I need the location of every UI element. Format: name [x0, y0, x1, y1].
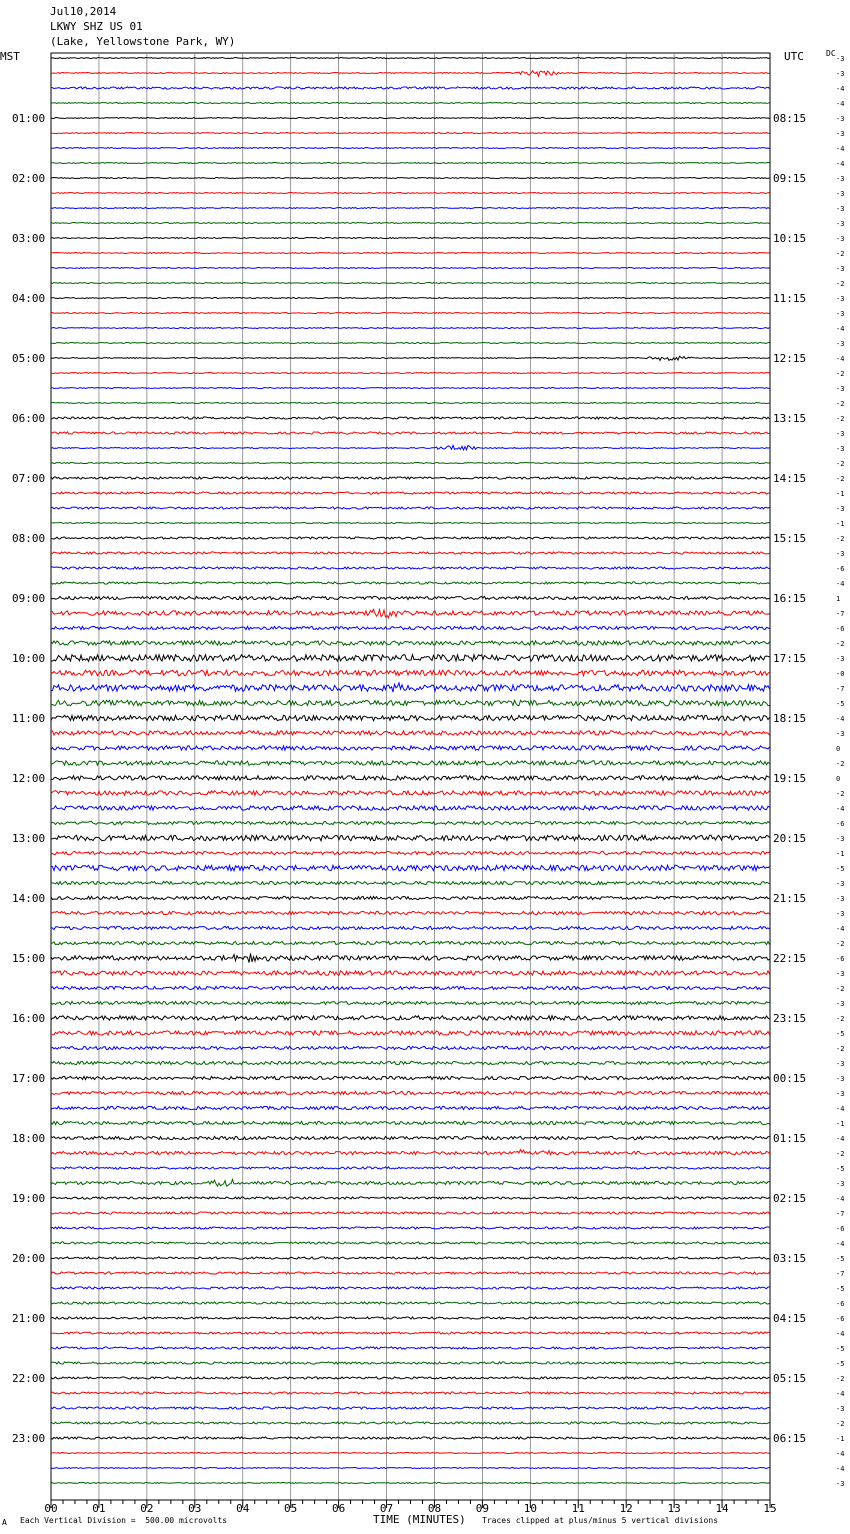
left-hour-label: 19:00: [12, 1192, 46, 1205]
right-hour-label: 05:15: [773, 1372, 807, 1385]
right-hour-label: 16:15: [773, 592, 807, 605]
footer-marker: A: [2, 1518, 7, 1527]
x-tick-label: 05: [284, 1502, 298, 1515]
dc-offset-label: -4: [836, 1390, 845, 1398]
dc-offset-label: -3: [836, 340, 845, 348]
seismic-trace: [51, 835, 770, 840]
right-hour-label: 20:15: [773, 832, 807, 845]
dc-offset-label: -3: [836, 550, 845, 558]
seismic-trace: [51, 567, 770, 569]
seismic-trace: [51, 1061, 770, 1064]
right-hour-label: 21:15: [773, 892, 807, 905]
left-hour-label: 07:00: [12, 472, 46, 485]
dc-offset-label: -4: [836, 160, 845, 168]
dc-offset-label: -3: [836, 970, 845, 978]
seismic-trace: [51, 356, 770, 360]
seismic-trace: [51, 1332, 770, 1334]
seismic-trace: [51, 1121, 770, 1124]
seismic-trace: [51, 655, 770, 662]
seismic-trace: [51, 1468, 770, 1469]
dc-offset-label: -6: [836, 1225, 845, 1233]
seismic-trace: [51, 641, 770, 645]
right-hour-label: 11:15: [773, 292, 807, 305]
seismic-trace: [51, 507, 770, 509]
left-hour-label: 05:00: [12, 352, 46, 365]
seismic-trace: [51, 851, 770, 854]
seismic-trace: [51, 268, 770, 269]
seismic-trace: [51, 103, 770, 104]
dc-offset-label: -2: [836, 1150, 845, 1158]
seismic-trace: [51, 1407, 770, 1409]
seismic-trace: [51, 313, 770, 314]
right-hour-label: 00:15: [773, 1072, 807, 1085]
seismic-trace: [51, 776, 770, 780]
right-hour-label: 23:15: [773, 1012, 807, 1025]
x-tick-label: 01: [92, 1502, 106, 1515]
dc-offset-label: -2: [836, 985, 845, 993]
seismic-trace: [51, 1076, 770, 1079]
right-hour-label: 10:15: [773, 232, 807, 245]
dc-offset-label: -0: [836, 670, 845, 678]
x-tick-label: 09: [475, 1502, 490, 1515]
dc-offset-label: -2: [836, 475, 845, 483]
dc-offset-label: -3: [836, 1060, 845, 1068]
dc-offset-label: -2: [836, 370, 845, 378]
dc-offset-label: -3: [836, 235, 845, 243]
seismic-trace: [51, 1167, 770, 1169]
dc-offset-label: -6: [836, 955, 845, 963]
right-hour-label: 01:15: [773, 1132, 807, 1145]
dc-offset-label: -4: [836, 325, 845, 333]
seismic-trace: [51, 445, 770, 450]
left-hour-label: 18:00: [12, 1132, 46, 1145]
dc-offset-label: -4: [836, 85, 845, 93]
dc-offset-label: -1: [836, 520, 845, 528]
left-hour-label: 22:00: [12, 1372, 46, 1385]
seismic-trace: [51, 1347, 770, 1349]
dc-offset-label: -2: [836, 640, 845, 648]
seismic-trace: [51, 417, 770, 419]
left-hour-label: 10:00: [12, 652, 46, 665]
dc-offset-label: -3: [836, 910, 845, 918]
seismic-trace: [51, 971, 770, 975]
seismic-trace: [51, 1046, 770, 1049]
x-tick-label: 11: [571, 1502, 585, 1515]
x-tick-label: 13: [667, 1502, 681, 1515]
dc-offset-header: DC: [826, 49, 836, 58]
seismic-trace: [51, 683, 770, 692]
seismic-trace: [51, 881, 770, 884]
dc-offset-label: -3: [836, 1180, 845, 1188]
x-tick-label: 14: [715, 1502, 729, 1515]
x-tick-label: 12: [619, 1502, 633, 1515]
dc-offset-label: -2: [836, 415, 845, 423]
dc-offset-label: -3: [836, 445, 845, 453]
dc-offset-label: -2: [836, 1015, 845, 1023]
seismic-trace: [51, 1392, 770, 1394]
dc-offset-label: -3: [836, 505, 845, 513]
dc-offset-label: -2: [836, 400, 845, 408]
x-tick-label: 07: [379, 1502, 394, 1515]
dc-offset-label: -3: [836, 1090, 845, 1098]
seismic-trace: [51, 761, 770, 765]
dc-offset-label: -4: [836, 925, 845, 933]
dc-offset-label: -4: [836, 100, 845, 108]
right-hour-label: 08:15: [773, 112, 807, 125]
seismic-trace: [51, 670, 770, 675]
dc-offset-label: -2: [836, 790, 845, 798]
left-hour-label: 09:00: [12, 592, 46, 605]
dc-offset-label: -7: [836, 685, 845, 693]
seismic-trace: [51, 715, 770, 720]
scale-note: Each Vertical Division = 500.00 microvolts: [20, 1516, 228, 1525]
dc-offset-label: -3: [836, 880, 845, 888]
dc-offset-label: -5: [836, 1285, 845, 1293]
dc-offset-label: -3: [836, 295, 845, 303]
seismic-trace: [51, 953, 770, 962]
x-tick-label: 02: [140, 1502, 154, 1515]
dc-offset-label: 1: [836, 595, 841, 603]
dc-offset-label: -5: [836, 1345, 845, 1353]
seismic-trace: [51, 328, 770, 329]
seismic-trace: [51, 1179, 770, 1186]
dc-offset-label: -7: [836, 1270, 845, 1278]
left-hour-label: 13:00: [12, 832, 46, 845]
left-hour-label: 20:00: [12, 1252, 46, 1265]
left-hour-label: 14:00: [12, 892, 46, 905]
right-hour-label: 13:15: [773, 412, 807, 425]
x-tick-label: 08: [427, 1502, 442, 1515]
dc-offset-label: -4: [836, 1465, 845, 1473]
dc-offset-label: -4: [836, 1450, 845, 1458]
seismic-trace: [51, 926, 770, 929]
dc-offset-label: -1: [836, 1120, 845, 1128]
seismic-trace: [51, 1377, 770, 1379]
seismic-trace: [51, 896, 770, 899]
seismic-trace: [51, 1091, 770, 1094]
seismic-trace: [51, 193, 770, 194]
dc-offset-label: -3: [836, 430, 845, 438]
dc-offset-label: -3: [836, 385, 845, 393]
dc-offset-label: -7: [836, 1210, 845, 1218]
dc-offset-label: -5: [836, 1360, 845, 1368]
dc-offset-label: -2: [836, 535, 845, 543]
seismic-trace: [51, 1257, 770, 1259]
seismic-trace: [51, 163, 770, 164]
header-location: (Lake, Yellowstone Park, WY): [50, 35, 236, 48]
x-tick-label: 06: [331, 1502, 346, 1515]
dc-offset-label: -4: [836, 145, 845, 153]
seismic-trace: [51, 746, 770, 750]
dc-offset-label: -4: [836, 355, 845, 363]
dc-offset-label: -4: [836, 1195, 845, 1203]
seismic-trace: [51, 552, 770, 554]
dc-offset-label: -2: [836, 460, 845, 468]
dc-offset-label: -5: [836, 865, 845, 873]
seismic-trace: [51, 1242, 770, 1244]
seismic-trace: [51, 238, 770, 239]
dc-offset-label: 0: [836, 775, 841, 783]
seismic-trace: [51, 1483, 770, 1484]
dc-offset-label: -3: [836, 655, 845, 663]
seismic-trace: [51, 1197, 770, 1199]
seismic-trace: [51, 463, 770, 464]
seismic-trace: [51, 492, 770, 494]
seismic-trace: [51, 806, 770, 810]
dc-offset-label: -3: [836, 1405, 845, 1413]
dc-offset-label: -7: [836, 610, 845, 618]
x-tick-label: 10: [523, 1502, 537, 1515]
seismic-trace: [51, 223, 770, 224]
dc-offset-label: -3: [836, 265, 845, 273]
seismic-trace: [51, 118, 770, 119]
left-hour-label: 06:00: [12, 412, 46, 425]
dc-offset-label: -6: [836, 565, 845, 573]
seismic-trace: [51, 253, 770, 254]
dc-offset-label: -3: [836, 190, 845, 198]
seismic-trace: [51, 941, 770, 944]
dc-offset-label: -2: [836, 250, 845, 258]
left-hour-label: 17:00: [12, 1072, 46, 1085]
dc-offset-label: -4: [836, 1135, 845, 1143]
seismic-trace: [51, 1001, 770, 1004]
right-hour-label: 03:15: [773, 1252, 807, 1265]
seismic-trace: [51, 148, 770, 149]
dc-offset-label: -4: [836, 715, 845, 723]
dc-offset-label: -4: [836, 1330, 845, 1338]
left-hour-label: 15:00: [12, 952, 46, 965]
seismic-trace: [51, 1016, 770, 1020]
seismic-trace: [51, 71, 770, 76]
left-timezone-label: MST: [0, 50, 20, 63]
seismic-trace: [51, 1287, 770, 1289]
dc-offset-label: -1: [836, 850, 845, 858]
seismic-trace: [51, 133, 770, 134]
seismic-trace: [51, 821, 770, 824]
left-hour-label: 23:00: [12, 1432, 46, 1445]
dc-offset-label: -6: [836, 625, 845, 633]
x-axis-title: TIME (MINUTES): [373, 1513, 466, 1526]
left-hour-label: 16:00: [12, 1012, 46, 1025]
right-hour-label: 04:15: [773, 1312, 807, 1325]
dc-offset-label: -2: [836, 1045, 845, 1053]
dc-offset-label: -4: [836, 580, 845, 588]
dc-offset-label: -6: [836, 1315, 845, 1323]
left-hour-label: 03:00: [12, 232, 46, 245]
dc-offset-label: -4: [836, 1240, 845, 1248]
dc-offset-label: -3: [836, 895, 845, 903]
dc-offset-label: -3: [836, 70, 845, 78]
seismic-trace: [51, 791, 770, 795]
x-tick-label: 15: [763, 1502, 777, 1515]
seismic-trace: [51, 1031, 770, 1035]
seismic-trace: [51, 582, 770, 584]
dc-offset-label: -3: [836, 835, 845, 843]
seismic-trace: [51, 1362, 770, 1364]
left-hour-label: 08:00: [12, 532, 46, 545]
dc-offset-label: -3: [836, 1480, 845, 1488]
right-hour-label: 09:15: [773, 172, 807, 185]
dc-offset-label: -6: [836, 820, 845, 828]
dc-offset-label: -4: [836, 805, 845, 813]
dc-offset-label: -3: [836, 175, 845, 183]
left-hour-label: 11:00: [12, 712, 46, 725]
x-tick-label: 04: [236, 1502, 250, 1515]
seismic-trace: [51, 373, 770, 374]
seismic-trace: [51, 1437, 770, 1439]
seismic-trace: [51, 208, 770, 209]
seismic-trace: [51, 432, 770, 434]
seismic-trace: [51, 343, 770, 344]
seismic-trace: [51, 477, 770, 479]
seismic-trace: [51, 1212, 770, 1214]
seismic-trace: [51, 1106, 770, 1109]
seismic-trace: [51, 731, 770, 735]
dc-offset-label: -5: [836, 1255, 845, 1263]
header-date: Jul10,2014: [50, 5, 117, 18]
dc-offset-label: -3: [836, 115, 845, 123]
seismic-trace: [51, 537, 770, 539]
seismic-trace: [51, 87, 770, 89]
dc-offset-label: -5: [836, 700, 845, 708]
seismic-trace: [51, 1302, 770, 1304]
dc-offset-label: -3: [836, 205, 845, 213]
seismic-trace: [51, 58, 770, 59]
dc-offset-label: -2: [836, 280, 845, 288]
dc-offset-label: -2: [836, 1375, 845, 1383]
dc-offset-label: -3: [836, 730, 845, 738]
header-station: LKWY SHZ US 01: [50, 20, 143, 33]
seismic-trace: [51, 523, 770, 524]
dc-offset-label: -1: [836, 1435, 845, 1443]
right-hour-label: 12:15: [773, 352, 807, 365]
right-hour-label: 19:15: [773, 772, 807, 785]
dc-offset-label: -3: [836, 220, 845, 228]
left-hour-label: 12:00: [12, 772, 46, 785]
seismic-trace: [51, 1150, 770, 1155]
seismic-trace: [51, 1272, 770, 1274]
dc-offset-label: -3: [836, 310, 845, 318]
dc-offset-label: -5: [836, 1030, 845, 1038]
seismic-trace: [51, 700, 770, 705]
dc-offset-label: -1: [836, 490, 845, 498]
dc-offset-label: -2: [836, 760, 845, 768]
seismic-trace: [51, 609, 770, 617]
dc-offset-label: -2: [836, 940, 845, 948]
left-hour-label: 04:00: [12, 292, 46, 305]
right-hour-label: 22:15: [773, 952, 807, 965]
right-hour-label: 17:15: [773, 652, 807, 665]
dc-offset-label: 0: [836, 745, 841, 753]
right-hour-label: 15:15: [773, 532, 807, 545]
seismic-trace: [51, 865, 770, 870]
dc-offset-label: -5: [836, 1165, 845, 1173]
seismic-trace: [51, 388, 770, 389]
seismic-trace: [51, 1453, 770, 1454]
dc-offset-label: -4: [836, 1105, 845, 1113]
seismic-trace: [51, 986, 770, 989]
seismic-trace: [51, 403, 770, 404]
right-hour-label: 02:15: [773, 1192, 807, 1205]
seismic-trace: [51, 596, 770, 599]
seismic-trace: [51, 298, 770, 299]
seismic-trace: [51, 178, 770, 179]
dc-offset-label: -3: [836, 130, 845, 138]
dc-offset-label: -3: [836, 1075, 845, 1083]
left-hour-label: 21:00: [12, 1312, 46, 1325]
seismic-trace: [51, 1136, 770, 1139]
dc-offset-label: -3: [836, 55, 845, 63]
left-hour-label: 01:00: [12, 112, 46, 125]
dc-offset-label: -2: [836, 1420, 845, 1428]
seismic-trace: [51, 283, 770, 284]
x-tick-label: 00: [44, 1502, 58, 1515]
x-tick-label: 03: [188, 1502, 202, 1515]
dc-offset-label: -6: [836, 1300, 845, 1308]
seismic-trace: [51, 1422, 770, 1424]
clip-note: Traces clipped at plus/minus 5 vertical divisions: [482, 1516, 719, 1525]
seismic-trace: [51, 1227, 770, 1229]
right-timezone-label: UTC: [784, 50, 804, 63]
dc-offset-label: -3: [836, 1000, 845, 1008]
right-hour-label: 18:15: [773, 712, 807, 725]
right-hour-label: 14:15: [773, 472, 807, 485]
seismic-trace: [51, 911, 770, 914]
left-hour-label: 02:00: [12, 172, 46, 185]
seismic-trace: [51, 1317, 770, 1319]
right-hour-label: 06:15: [773, 1432, 807, 1445]
seismic-trace: [51, 626, 770, 629]
